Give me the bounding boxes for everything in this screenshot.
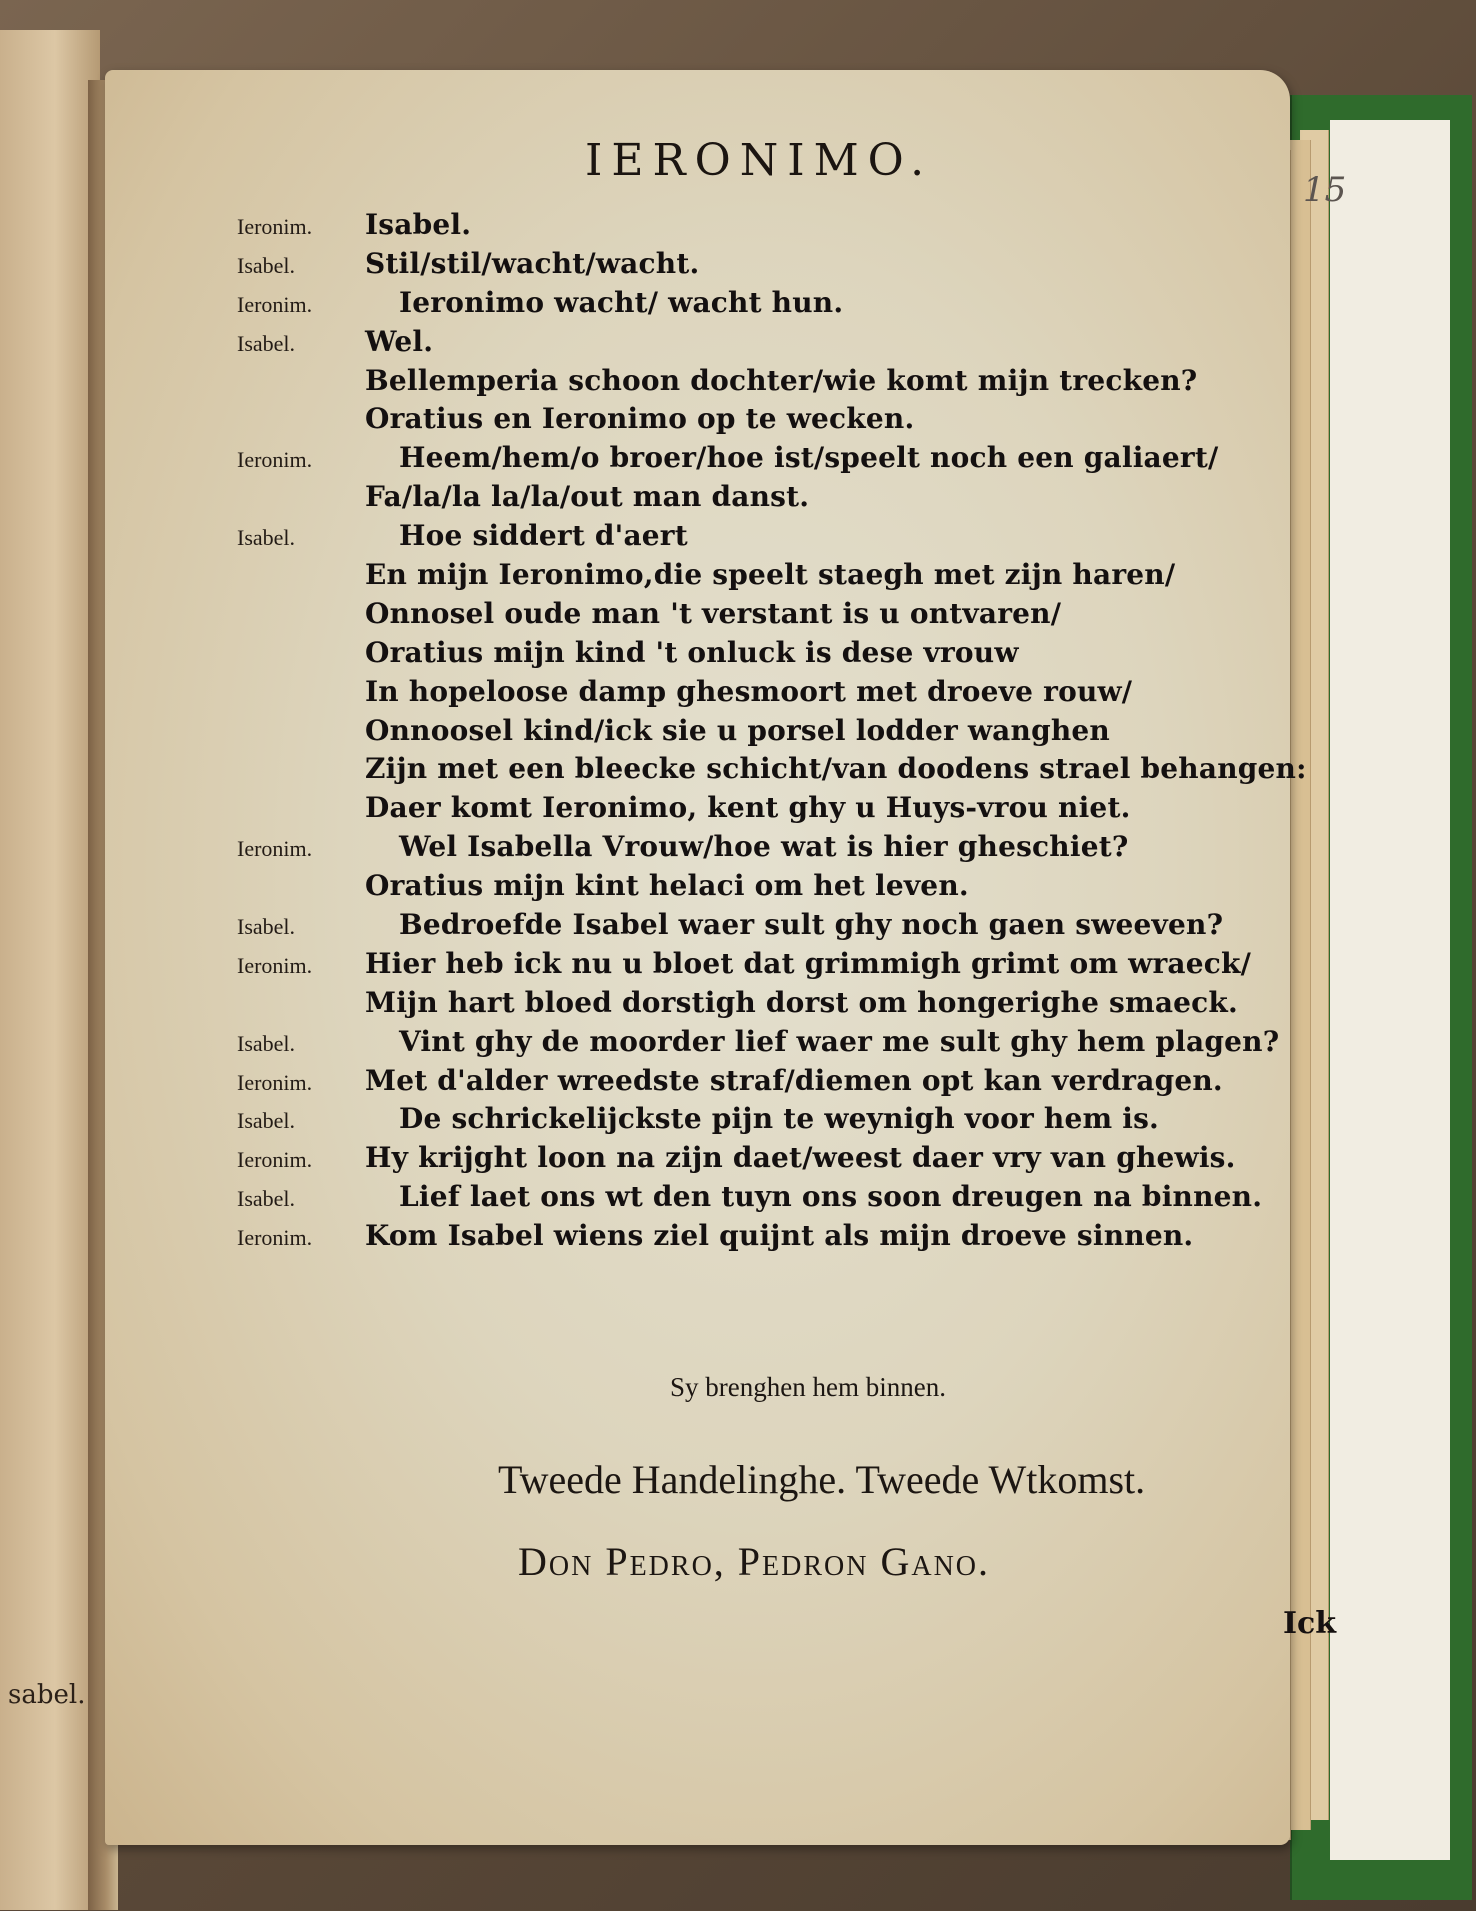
dialogue-line [237,364,1307,403]
verse-text: Daer komt Ieronimo, kent ghy u Huys-vrou niet. [365,791,1131,825]
section-title: Tweede Handelinghe. Tweede Wtkomst. [498,1457,1146,1502]
dialogue-line [237,1064,1307,1103]
verse-text: Bedroefde Isabel waer sult ghy noch gaen sweeven? [399,908,1224,942]
dialogue-line [237,247,1307,286]
dialogue-line [237,1141,1307,1180]
dialogue-line [237,286,1307,325]
folio-mark: 15 [1303,170,1347,210]
verse-text: Stil/stil/wacht/wacht. [365,246,700,280]
dialogue-line [237,441,1307,480]
dialogue-line [237,519,1307,558]
book-page [105,70,1347,1845]
dialogue-line [237,675,1307,714]
verse-text: Onnoosel kind/ick sie u porsel lodder wanghen [365,713,1110,747]
verse-text: Wel Isabella Vrouw/hoe wat is hier gheschiet? [399,830,1129,864]
dialogue-line [237,558,1307,597]
facing-page [0,30,100,1910]
catchword: Ick [1283,1606,1337,1641]
speaker-name: Isabel. [237,525,296,551]
verse-text: De schrickelijckste pijn te weynigh voor hem is. [399,1102,1160,1136]
speaker-name: Ieronim. [237,836,313,862]
dialogue-line [237,325,1307,364]
running-head: IERONIMO. [585,135,934,186]
speaker-name: Ieronim. [237,1069,313,1095]
dialogue-line [237,597,1307,636]
facing-page-speaker-fragment: sabel. [8,1680,86,1710]
cast-list: Don Pedro, Pedron Gano. [518,1539,991,1584]
dialogue-line [237,752,1307,791]
dialogue-line [237,869,1307,908]
verse-text: Isabel. [365,208,472,241]
verse-text: Ieronimo wacht/ wacht hun. [399,285,844,319]
verse-text: Onnosel oude man 't verstant is u ontvaren/ [365,596,1062,630]
speaker-name: Isabel. [237,1186,296,1212]
verse-text: Vint ghy de moorder lief waer me sult ghy hem plagen? [399,1024,1280,1058]
verse-text: In hopeloose damp ghesmoort met droeve rouw/ [365,674,1133,708]
speaker-name: Ieronim. [237,447,313,473]
speaker-name: Isabel. [237,330,296,356]
dialogue-line [237,480,1307,519]
speaker-name: Ieronim. [237,291,313,317]
verse-text: Zijn met een bleecke schicht/van doodens strael behangen: [365,752,1307,786]
dialogue-line [237,1180,1307,1219]
verse-text: Hier heb ick nu u bloet dat grimmigh grimt om wraeck/ [365,946,1252,980]
dialogue-line [237,947,1307,986]
verse-text: Oratius en Ieronimo op te wecken. [365,402,915,436]
verse-text: Bellemperia schoon dochter/wie komt mijn trecken? [365,363,1198,397]
verse-text: Heem/hem/o broer/hoe ist/speelt noch een galiaert/ [399,441,1219,475]
dialogue-line [237,1102,1307,1141]
dialogue-line [237,791,1307,830]
speaker-name: Isabel. [237,914,296,940]
dialogue-line [237,402,1307,441]
verse-text: Kom Isabel wiens ziel quijnt als mijn droeve sinnen. [365,1219,1194,1253]
verse-text: Met d'alder wreedste straf/diemen opt kan verdragen. [365,1063,1223,1097]
speaker-name: Ieronim. [237,952,313,978]
speaker-name: Ieronim. [237,214,313,239]
cover-endpaper [1330,120,1450,1860]
dialogue-line [237,636,1307,675]
verse-text: En mijn Ieronimo,die speelt staegh met zijn haren/ [365,558,1176,592]
verse-text: Wel. [365,324,434,358]
speaker-name: Ieronim. [237,1147,313,1173]
stage-direction: Sy brenghen hem binnen. [670,1372,946,1402]
dialogue-line [237,1219,1307,1258]
dialogue-line [237,908,1307,947]
verse-text: Mijn hart bloed dorstigh dorst om hongerighe smaeck. [365,985,1238,1019]
dialogue-line [237,208,1307,247]
verse-text: Oratius mijn kind 't onluck is dese vrouw [365,635,1019,669]
dialogue-line [237,986,1307,1025]
speaker-name: Isabel. [237,1108,296,1134]
verse-text: Hy krijght loon na zijn daet/weest daer vry van ghewis. [365,1141,1236,1175]
dialogue-line [237,830,1307,869]
verse-text: Fa/la/la la/la/out man danst. [365,480,810,514]
verse-text: Lief laet ons wt den tuyn ons soon dreugen na binnen. [399,1180,1263,1214]
speaker-name: Isabel. [237,1030,296,1056]
verse-text: Oratius mijn kint helaci om het leven. [365,869,969,903]
verse-text: Hoe siddert d'aert [399,519,688,553]
dialogue-block [237,208,1307,1258]
dialogue-line [237,1025,1307,1064]
speaker-name: Ieronim. [237,1225,313,1251]
speaker-name: Isabel. [237,252,296,278]
dialogue-line [237,714,1307,753]
